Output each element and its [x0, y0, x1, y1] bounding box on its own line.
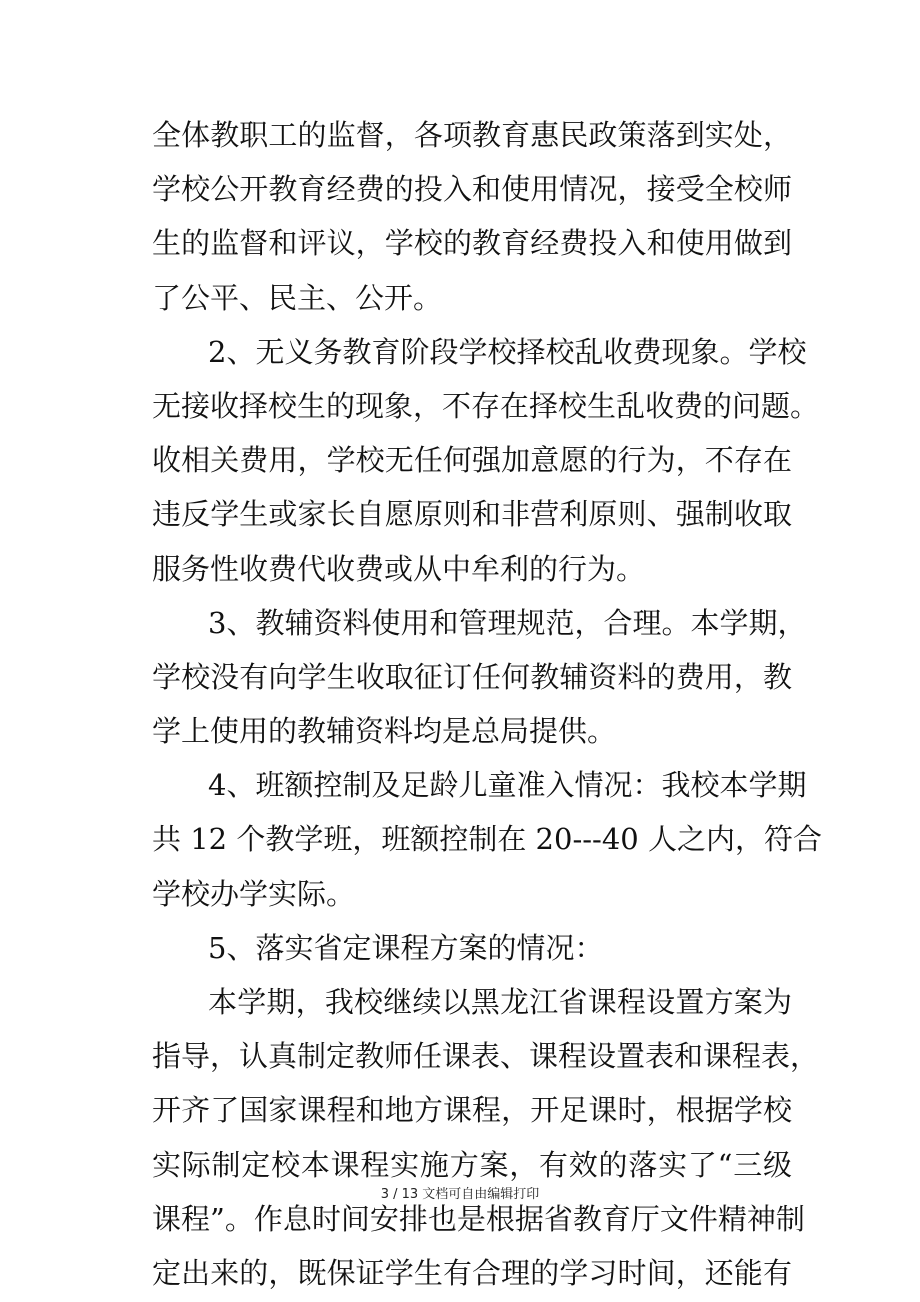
text-line: 了公平、民主、公开。: [152, 280, 443, 315]
paragraph-5-heading: 5、落实省定课程方案的情况：: [208, 930, 604, 965]
text-line: 指导，认真制定教师任课表、课程设置表和课程表，: [152, 1039, 820, 1074]
text-line: 学校办学实际。: [152, 876, 356, 911]
text-line: 无接收择校生的现象，不存在择校生乱收费的问题。: [152, 388, 820, 423]
paragraph-3-start: 3、教辅资料使用和管理规范，合理。本学期，: [208, 605, 807, 640]
text-line: 实际制定校本课程实施方案，有效的落实了“三级: [152, 1147, 792, 1182]
text-line: 课程”。作息时间安排也是根据省教育厅文件精神制: [152, 1201, 805, 1236]
text-line: 服务性收费代收费或从中牟利的行为。: [152, 551, 646, 586]
text-line: 违反学生或家长自愿原则和非营利原则、强制收取: [152, 497, 792, 532]
text-line: 全体教职工的监督，各项教育惠民政策落到实处，: [152, 118, 792, 152]
document-body: [152, 108, 822, 1300]
paragraph-2-start: 2、无义务教育阶段学校择校乱收费现象。学校: [208, 334, 807, 369]
paragraph-6-start: 本学期，我校继续以黑龙江省课程设置方案为: [208, 985, 792, 1019]
text-line: 学校没有向学生收取征订任何教辅资料的费用，教: [152, 659, 792, 694]
page-footer: 3 / 13 文档可自由编辑打印: [380, 1187, 540, 1202]
text-line: 学上使用的教辅资料均是总局提供。: [152, 714, 617, 749]
text-line: 开齐了国家课程和地方课程，开足课时，根据学校: [152, 1093, 792, 1128]
text-line: 共 12 个教学班，班额控制在 20---40 人之内，符合: [152, 822, 822, 857]
paragraph-4-start: 4、班额控制及足龄儿童准入情况：我校本学期: [208, 768, 807, 803]
text-line: 定出来的，既保证学生有合理的学习时间，还能有: [152, 1255, 792, 1290]
text-line: 收相关费用，学校无任何强加意愿的行为，不存在: [152, 443, 792, 478]
text-line: 学校公开教育经费的投入和使用情况，接受全校师: [152, 172, 792, 207]
text-line: 生的监督和评议，学校的教育经费投入和使用做到: [152, 226, 792, 261]
